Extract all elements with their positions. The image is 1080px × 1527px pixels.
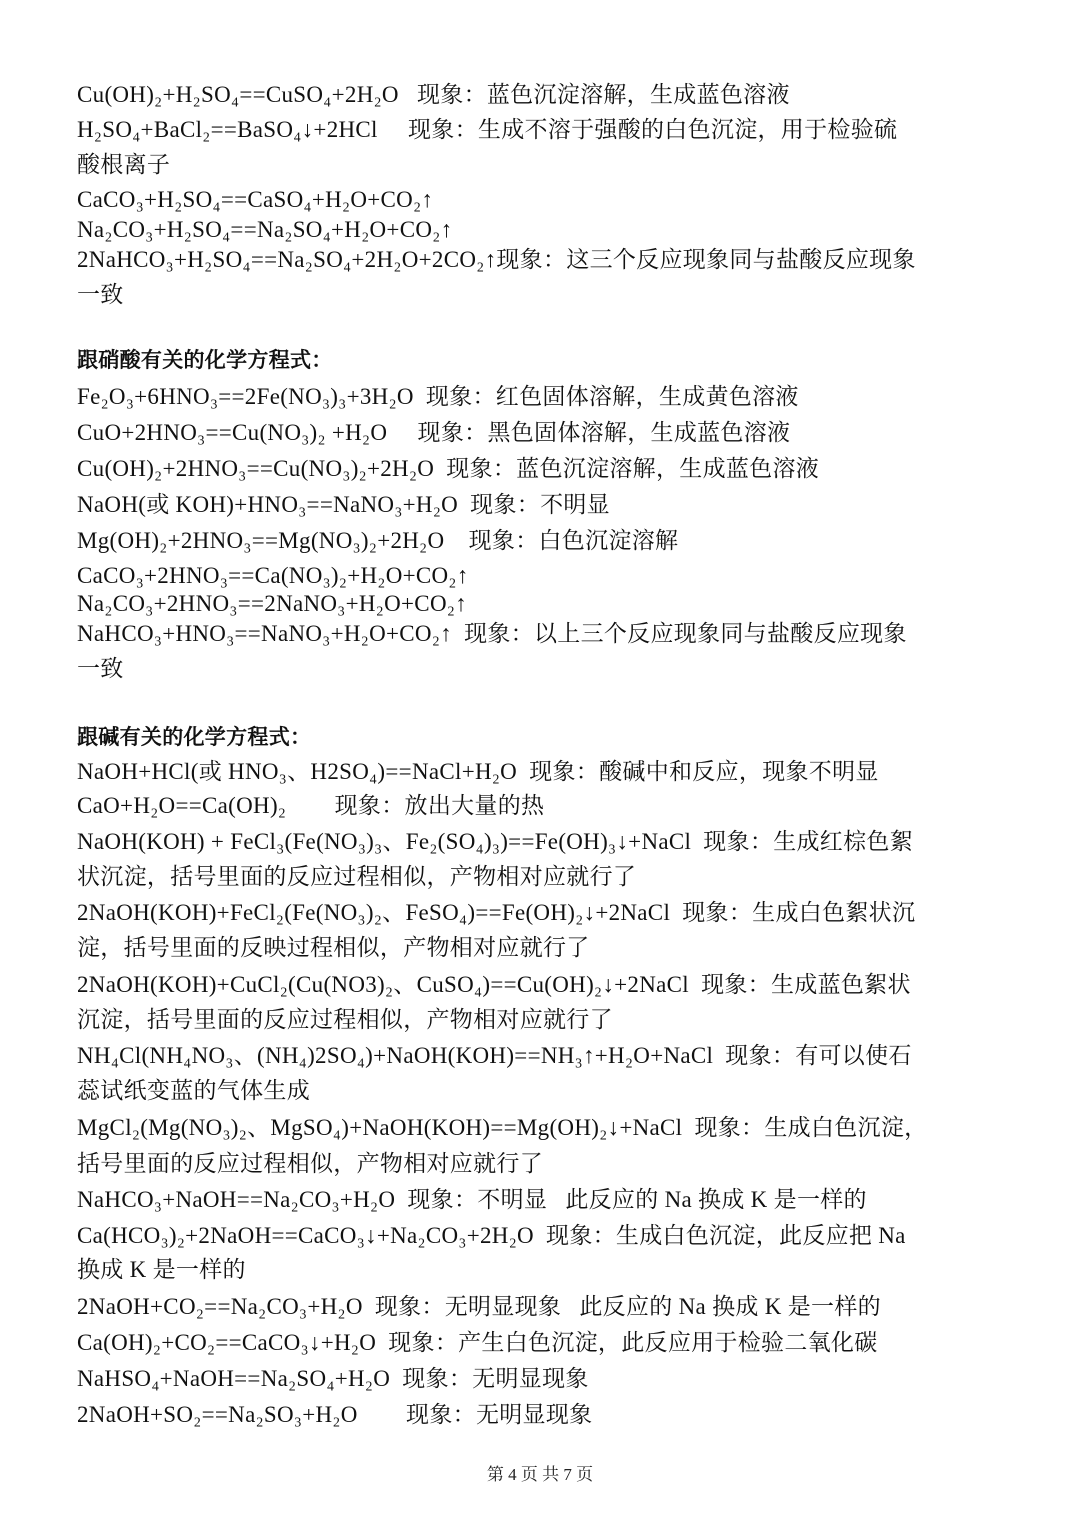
equation-line: 酸根离子 xyxy=(77,152,171,177)
equation-line: Fe₂O₃+6HNO₃==2Fe(NO₃)₃+3H₂O 现象：红色固体溶解，生成黄色溶液 xyxy=(77,384,799,409)
equation-line: MgCl₂(Mg(NO₃)₂、MgSO₄)+NaOH(KOH)==Mg(OH)₂↓+NaCl 现象：生成白色沉淀， xyxy=(77,1115,928,1140)
equation-line: CaCO₃+H₂SO₄==CaSO₄+H₂O+CO₂↑ xyxy=(77,187,434,212)
equation-line: Ca(HCO₃)₂+2NaOH==CaCO₃↓+Na₂CO₃+2H₂O 现象：生成白色沉淀，此反应把 Na xyxy=(77,1223,906,1248)
equation-line: NaHCO₃+HNO₃==NaNO₃+H₂O+CO₂↑ 现象：以上三个反应现象同与盐酸反应现象 xyxy=(77,621,907,646)
equation-line: NaOH(KOH) + FeCl₃(Fe(NO₃)₃、Fe₂(SO₄)₃)==Fe(OH)₃↓+NaCl 现象：生成红棕色絮 xyxy=(77,829,913,854)
section-heading: 跟硝酸有关的化学方程式： xyxy=(77,348,333,372)
equation-line: NaHCO₃+NaOH==Na₂CO₃+H₂O 现象：不明显 此反应的 Na 换成 K 是一样的 xyxy=(77,1187,867,1212)
section-heading: 跟碱有关的化学方程式： xyxy=(77,725,312,749)
equation-line: 2NaOH(KOH)+CuCl₂(Cu(NO3)₂、CuSO₄)==Cu(OH)₂↓+2NaCl 现象：生成蓝色絮状 xyxy=(77,972,911,997)
equation-line: Cu(OH)₂+H₂SO₄==CuSO₄+2H₂O 现象：蓝色沉淀溶解，生成蓝色溶液 xyxy=(77,82,790,107)
equation-line: 2NaOH+CO₂==Na₂CO₃+H₂O 现象：无明显现象 此反应的 Na 换成 K 是一样的 xyxy=(77,1294,881,1319)
equation-line: 淀，括号里面的反映过程相似，产物相对应就行了 xyxy=(77,935,590,960)
page-footer: 第 4 页 共 7 页 xyxy=(486,1465,594,1484)
equation-line: NH₄Cl(NH₄NO₃、(NH₄)2SO₄)+NaOH(KOH)==NH₃↑+H₂O+NaCl 现象：有可以使石 xyxy=(77,1043,912,1068)
equation-line: 换成 K 是一样的 xyxy=(77,1257,246,1282)
equation-line: 2NaOH+SO₂==Na₂SO₃+H₂O 现象：无明显现象 xyxy=(77,1402,593,1427)
equation-line: Na₂CO₃+H₂SO₄==Na₂SO₄+H₂O+CO₂↑ xyxy=(77,217,453,242)
equation-line: CaCO₃+2HNO₃==Ca(NO₃)₂+H₂O+CO₂↑ xyxy=(77,563,469,588)
equation-line: NaOH+HCl(或 HNO₃、H2SO₄)==NaCl+H₂O 现象：酸碱中和反应，现象不明显 xyxy=(77,759,879,784)
equation-line: NaOH(或 KOH)+HNO₃==NaNO₃+H₂O 现象：不明显 xyxy=(77,492,610,517)
equation-line: NaHSO₄+NaOH==Na₂SO₄+H₂O 现象：无明显现象 xyxy=(77,1366,589,1391)
equation-line: 2NaOH(KOH)+FeCl₂(Fe(NO₃)₂、FeSO₄)==Fe(OH)₂↓+2NaCl 现象：生成白色絮状沉 xyxy=(77,900,916,925)
equation-line: Ca(OH)₂+CO₂==CaCO₃↓+H₂O 现象：产生白色沉淀，此反应用于检验二氧化碳 xyxy=(77,1330,878,1355)
equation-line: 括号里面的反应过程相似，产物相对应就行了 xyxy=(77,1151,543,1176)
equation-line: CaO+H₂O==Ca(OH)₂ 现象：放出大量的热 xyxy=(77,793,545,818)
equation-line: H₂SO₄+BaCl₂==BaSO₄↓+2HCl 现象：生成不溶于强酸的白色沉淀，用于检验硫 xyxy=(77,117,898,142)
equation-line: CuO+2HNO₃==Cu(NO₃)₂ +H₂O 现象：黑色固体溶解，生成蓝色溶液 xyxy=(77,420,791,445)
equation-line: 状沉淀，括号里面的反应过程相似，产物相对应就行了 xyxy=(77,864,637,889)
equation-line: 蕊试纸变蓝的气体生成 xyxy=(77,1078,310,1103)
equation-line: 一致 xyxy=(77,656,124,681)
equation-line: 沉淀，括号里面的反应过程相似，产物相对应就行了 xyxy=(77,1007,613,1032)
equation-line: Mg(OH)₂+2HNO₃==Mg(NO₃)₂+2H₂O 现象：白色沉淀溶解 xyxy=(77,528,679,553)
equation-line: 一致 xyxy=(77,282,124,307)
equation-line: Cu(OH)₂+2HNO₃==Cu(NO₃)₂+2H₂O 现象：蓝色沉淀溶解，生成蓝色溶液 xyxy=(77,456,820,481)
equation-line: 2NaHCO₃+H₂SO₄==Na₂SO₄+2H₂O+2CO₂↑现象：这三个反应现象同与盐酸反应现象 xyxy=(77,247,916,272)
equation-line: Na₂CO₃+2HNO₃==2NaNO₃+H₂O+CO₂↑ xyxy=(77,591,467,616)
